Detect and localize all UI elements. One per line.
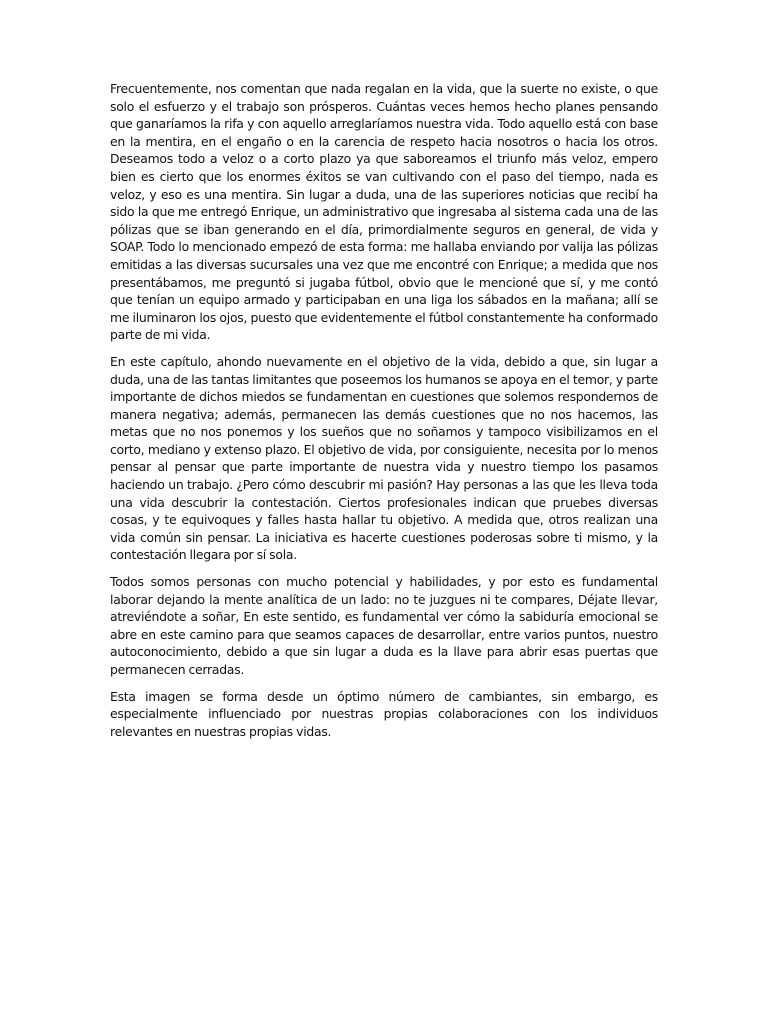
paragraph-3: Todos somos personas con mucho potencial y habilidades, y por esto es fundamental laborar dejando la mente analítica de un lado: no te juzgues ni te compares, Déjate llevar, atreviéndote a soñar, En este sentido, es fundamental ver cómo la sabiduría emocional se abre en este camino para que seamos capaces de desarrollar, entre varios puntos, nuestro autoconocimiento, debido a que sin lugar a duda es la llave para abrir esas puertas que permanecen cerradas. — [110, 574, 658, 677]
document-page — [110, 80, 658, 749]
paragraph-2: En este capítulo, ahondo nuevamente en el objetivo de la vida, debido a que, sin lugar a duda, una de las tantas limitantes que poseemos los humanos se apoya en el temor, y parte importante de dichos miedos se fundamentan en cuestiones que solemos respondernos de manera negativa; además, permanecen las demás cuestiones que no nos hacemos, las metas que no nos ponemos y los sueños que no soñamos y tampoco visibilizamos en el corto, mediano y extenso plazo. El objetivo de vida, por consiguiente, necesita por lo menos pensar al pensar que parte importante de nuestra vida y nuestro tiempo los pasamos haciendo un trabajo. ¿Pero cómo descubrir mi pasión? Hay personas a las que les lleva toda una vida descubrir la contestación. Ciertos profesionales indican que pruebes diversas cosas, y te equivoques y falles hasta hallar tu objetivo. A medida que, otros realizan una vida común sin pensar. La iniciativa es hacerte cuestiones poderosas sobre ti mismo, y la contestación llegara por sí sola. — [110, 353, 658, 563]
paragraph-4: Esta imagen se forma desde un óptimo número de cambiantes, sin embargo, es especialmente influenciado por nuestras propias colaboraciones con los individuos relevantes en nuestras propias vidas. — [110, 688, 658, 739]
paragraph-1: Frecuentemente, nos comentan que nada regalan en la vida, que la suerte no existe, o que solo el esfuerzo y el trabajo son prósperos. Cuántas veces hemos hecho planes pensando que ganaríamos la rifa y con aquello arreglaríamos nuestra vida. Todo aquello está con base en la mentira, en el engaño o en la carencia de respeto hacia nosotros o hacia los otros. Deseamos todo a veloz o a corto plazo ya que saboreamos el triunfo más veloz, empero bien es cierto que los enormes éxitos se van cultivando con el paso del tiempo, nada es veloz, y eso es una mentira. Sin lugar a duda, una de las superiores noticias que recibí ha sido la que me entregó Enrique, un administrativo que ingresaba al sistema cada una de las pólizas que se iban generando en el día, primordialmente seguros en general, de vida y SOAP. Todo lo mencionado empezó de esta forma: me hallaba enviando por valija las pólizas emitidas a las diversas sucursales una vez que me encontré con Enrique; a medida que nos presentábamos, me preguntó si jugaba fútbol, obvio que le mencioné que sí, y me contó que tenían un equipo armado y participaban en una liga los sábados en la mañana; allí se me iluminaron los ojos, puesto que evidentemente el fútbol constantemente ha conformado parte de mi vida. — [110, 81, 658, 343]
